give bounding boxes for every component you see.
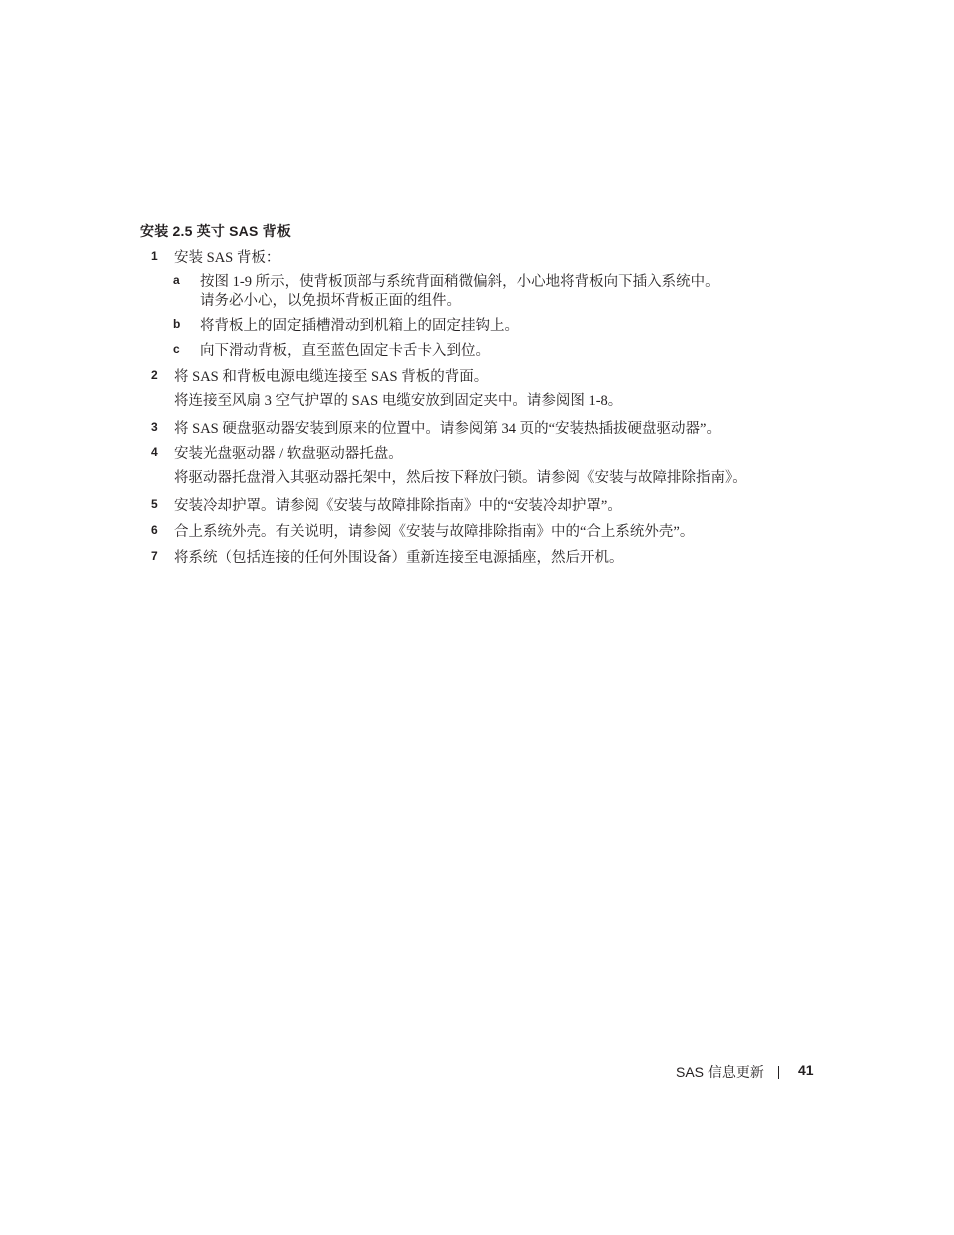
step-number: 3	[151, 420, 158, 434]
page-number: 41	[798, 1062, 814, 1078]
step-number: 6	[151, 523, 158, 537]
step-text: 将 SAS 硬盘驱动器安装到原来的位置中。请参阅第 34 页的“安装热插拔硬盘驱动器”。	[174, 421, 721, 437]
step-text: 安装冷却护罩。请参阅《安装与故障排除指南》中的“安装冷却护罩”。	[174, 498, 622, 514]
footer-section-label: SAS 信息更新	[676, 1064, 764, 1080]
substep-text: 向下滑动背板，直至蓝色固定卡舌卡入到位。	[200, 343, 490, 359]
substep-letter: c	[173, 342, 180, 356]
step-note: 将驱动器托盘滑入其驱动器托架中，然后按下释放闩锁。请参阅《安装与故障排除指南》。	[174, 470, 747, 486]
step-number: 5	[151, 497, 158, 511]
step-text: 将 SAS 和背板电源电缆连接至 SAS 背板的背面。	[174, 369, 489, 385]
substep-letter: a	[173, 273, 180, 287]
step-number: 7	[151, 549, 158, 563]
substep-text: 请务必小心，以免损坏背板正面的组件。	[200, 293, 461, 309]
substep-letter: b	[173, 317, 181, 331]
step-number: 4	[151, 445, 158, 459]
step-text: 安装光盘驱动器 / 软盘驱动器托盘。	[174, 446, 403, 462]
footer-divider	[778, 1066, 779, 1079]
step-number: 2	[151, 368, 158, 382]
substep-text: 按图 1-9 所示，使背板顶部与系统背面稍微偏斜，小心地将背板向下插入系统中。	[200, 274, 720, 290]
section-heading: 安装 2.5 英寸 SAS 背板	[140, 223, 292, 239]
step-text: 安装 SAS 背板：	[174, 250, 281, 266]
step-text: 将系统（包括连接的任何外围设备）重新连接至电源插座，然后开机。	[174, 550, 624, 566]
step-number: 1	[151, 249, 158, 263]
step-note: 将连接至风扇 3 空气护罩的 SAS 电缆安放到固定夹中。请参阅图 1-8。	[174, 393, 623, 409]
step-text: 合上系统外壳。有关说明，请参阅《安装与故障排除指南》中的“合上系统外壳”。	[174, 524, 695, 540]
substep-text: 将背板上的固定插槽滑动到机箱上的固定挂钩上。	[200, 318, 519, 334]
